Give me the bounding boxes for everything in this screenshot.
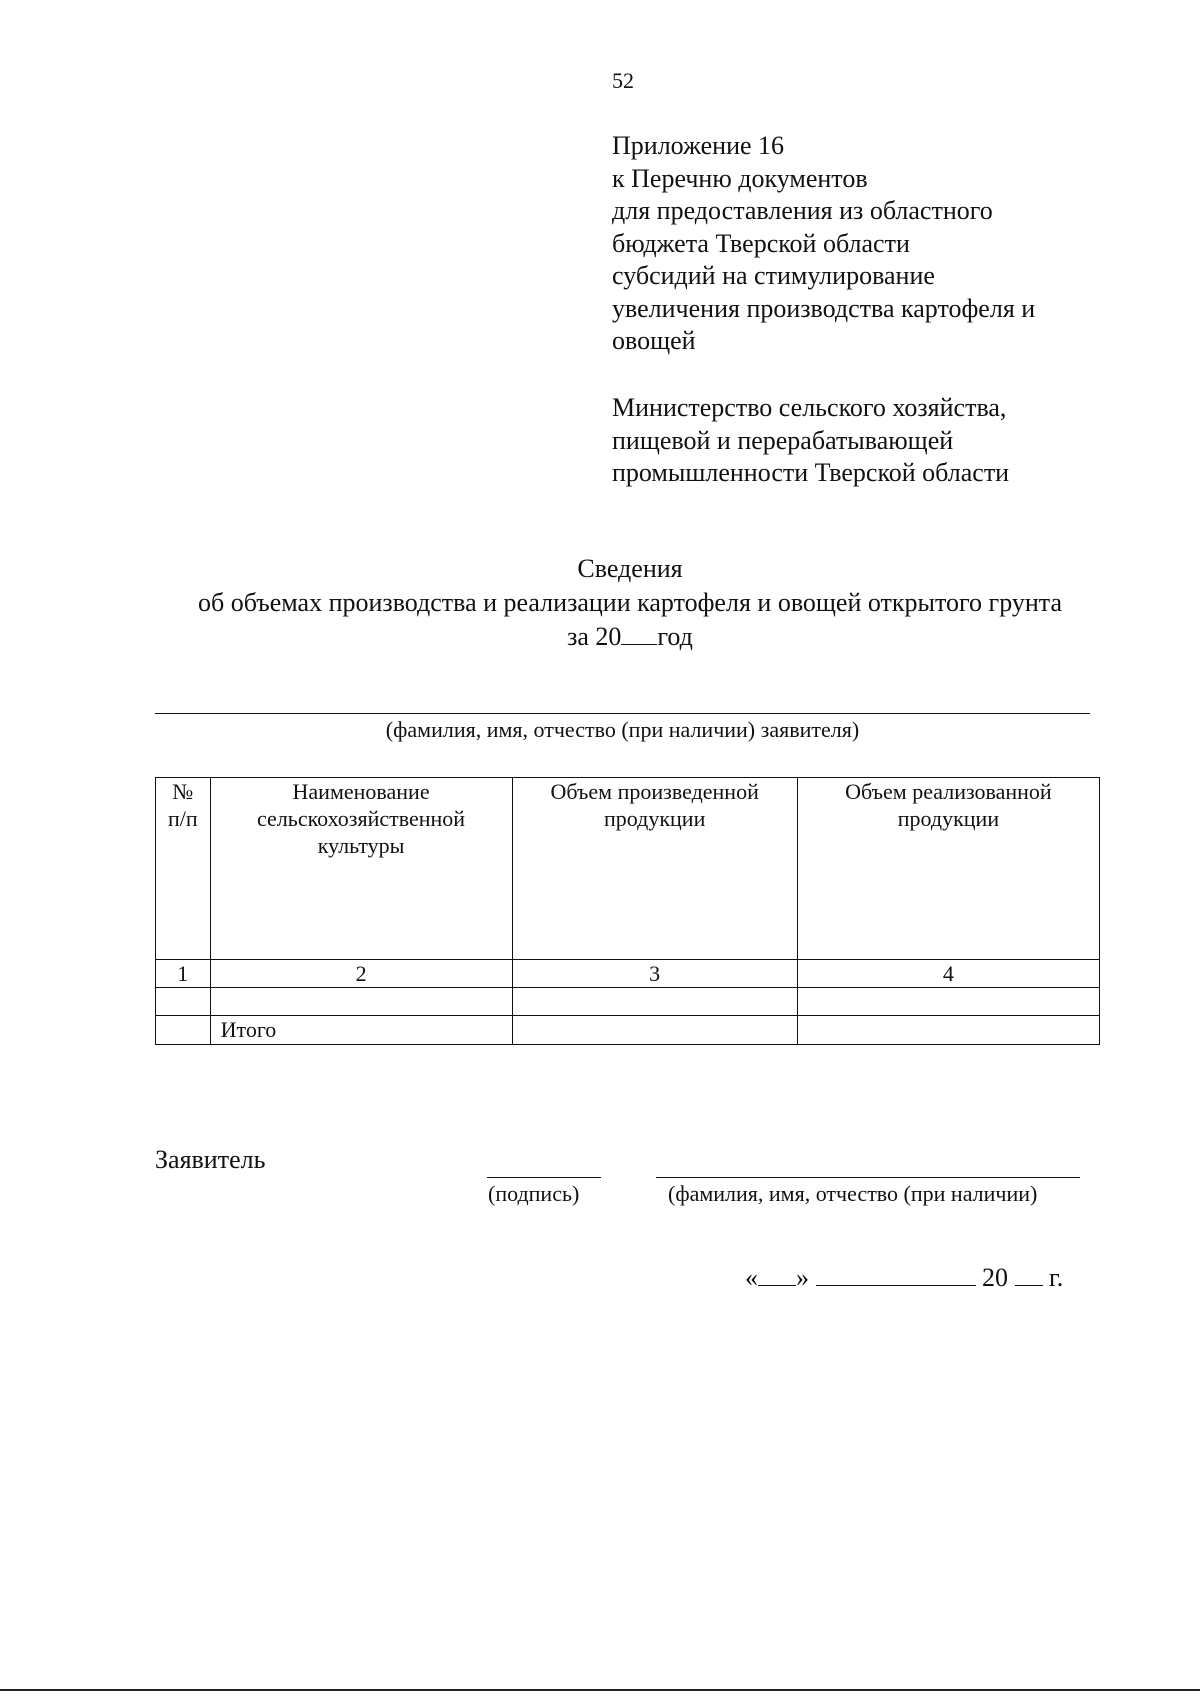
production-table [155,777,1100,1045]
header-line: п/п [167,806,198,831]
signer-name-line[interactable] [656,1177,1080,1178]
header-line: культуры [317,833,405,858]
table-cell[interactable] [156,1016,211,1045]
report-title-block [150,552,1110,654]
year-suffix: г. [1049,1263,1064,1292]
date-close-quote: » [796,1263,809,1292]
appendix-line: овощей [612,326,696,355]
header-line: сельскохозяйственной [257,806,466,831]
date-line [745,1263,1063,1293]
ministry-line: промышленности Тверской области [612,458,1010,487]
header-cell-number [156,778,211,960]
total-produced-cell[interactable] [512,1016,797,1045]
ministry-line: Министерство сельского хозяйства, [612,393,1007,422]
appendix-line: для предоставления из областного [612,196,993,225]
appendix-line: Приложение 16 [612,131,785,160]
period-suffix: год [657,622,693,651]
period-blank [621,622,657,645]
report-title: Сведения [577,554,683,583]
column-number-cell: 2 [210,960,512,988]
appendix-line: увеличения производства картофеля и [612,293,1036,323]
header-cell-crop [210,778,512,960]
appendix-block [612,130,1035,358]
page-number: 52 [612,68,634,93]
table-cell[interactable] [156,988,211,1016]
applicant-caption: (фамилия, имя, отчество (при наличии) заявителя) [385,717,860,742]
ministry-line: пищевой и перерабатывающей [612,425,954,455]
column-number-cell: 4 [797,960,1099,988]
month-blank[interactable] [816,1263,976,1286]
report-period [150,620,1110,654]
year-blank[interactable] [1015,1263,1043,1286]
total-label: Итого [210,1016,512,1045]
header-line: Наименование [292,779,430,804]
applicant-name-line [155,713,1090,714]
page-bottom-edge [0,1689,1200,1691]
header-line: № [172,779,194,804]
header-cell-produced [512,778,797,960]
year-prefix: 20 [982,1263,1008,1292]
appendix-line: субсидий на стимулирование [612,261,935,290]
signature-line[interactable] [487,1177,601,1178]
total-row [156,1016,1100,1045]
ministry-block [612,392,1009,490]
header-line: продукции [604,806,706,831]
header-line: Объем реализованной [845,779,1052,804]
table-header-row [156,778,1100,960]
table-cell[interactable] [210,988,512,1016]
total-sold-cell[interactable] [797,1016,1099,1045]
signer-label: Заявитель [155,1145,266,1174]
appendix-line: бюджета Тверской области [612,228,910,258]
appendix-line: к Перечню документов [612,163,868,193]
column-number-row [156,960,1100,988]
signer-name-caption: (фамилия, имя, отчество (при наличии) [668,1181,1038,1206]
table-cell[interactable] [797,988,1099,1016]
header-cell-sold [797,778,1099,960]
header-line: продукции [897,806,1000,831]
column-number-cell: 3 [512,960,797,988]
header-line: Объем произведенной [550,779,759,804]
period-prefix: за 20 [567,622,622,651]
report-subtitle: об объемах производства и реализации картофеля и овощей открытого грунта [197,588,1063,617]
day-blank[interactable] [758,1263,796,1286]
signature-caption: (подпись) [488,1181,580,1206]
date-open-quote: « [745,1263,758,1292]
table-row [156,988,1100,1016]
column-number-cell: 1 [156,960,211,988]
table-cell[interactable] [512,988,797,1016]
